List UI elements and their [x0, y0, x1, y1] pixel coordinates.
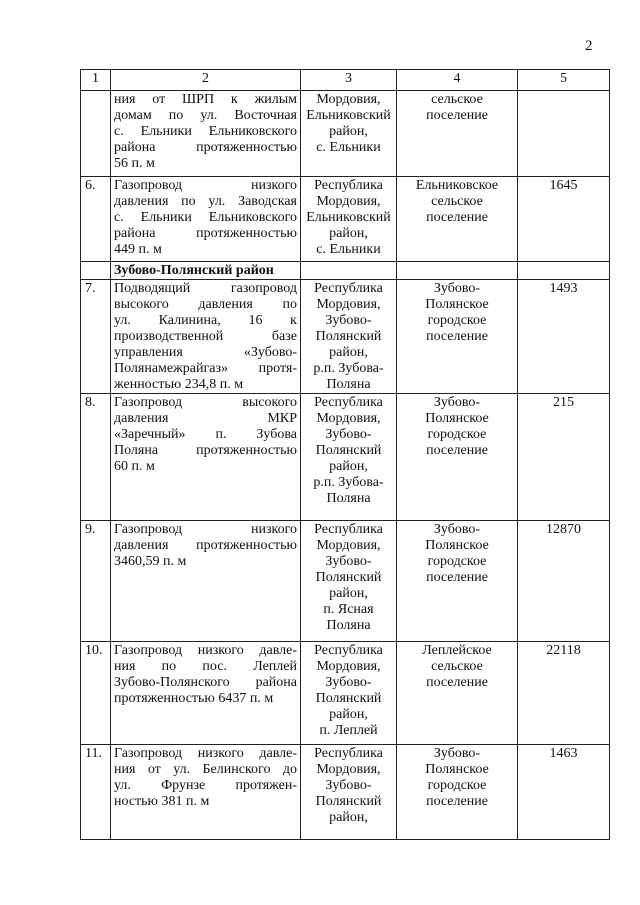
- settlement-line: Ельниковское: [415, 178, 499, 193]
- row-number: [81, 91, 111, 177]
- object-location-line: Зубово-: [325, 313, 372, 328]
- object-description-line: протяженностью 6437 п. м: [114, 691, 274, 706]
- row-number: 7.: [81, 280, 111, 394]
- table-header-row: [81, 70, 610, 91]
- column-header-4: 4: [397, 70, 518, 91]
- object-description: [111, 91, 301, 177]
- settlement-line: Зубово-: [433, 395, 481, 410]
- object-location: [301, 91, 397, 177]
- settlement-line: Леплейское: [422, 643, 492, 658]
- object-location-line: Мордовия,: [316, 194, 381, 209]
- object-location-line: район,: [329, 707, 368, 722]
- column-header-3: 3: [301, 70, 397, 91]
- object-description-line: домам по ул. Восточная: [114, 108, 297, 123]
- row-number: 8.: [81, 394, 111, 521]
- object-description-line: производственной базе: [114, 329, 297, 344]
- object-description: [111, 642, 301, 745]
- object-location-line: с. Ельники: [316, 140, 381, 155]
- object-description-line: высокого давления по: [114, 297, 297, 312]
- settlement-line: сельское: [431, 659, 483, 674]
- object-location-line: район,: [329, 345, 368, 360]
- row-number: 6.: [81, 177, 111, 262]
- object-location-line: Зубово-: [325, 554, 372, 569]
- object-description: [111, 745, 301, 840]
- object-location: [301, 394, 397, 521]
- table-row: [81, 642, 610, 745]
- object-description-line: Газопровод низкого давле-: [114, 643, 297, 658]
- object-description-line: Газопровод низкого давле-: [114, 746, 297, 761]
- district-heading: Зубово-Полянский район: [111, 262, 301, 280]
- object-description-line: 56 п. м: [114, 156, 155, 171]
- column-header-2: 2: [111, 70, 301, 91]
- object-location: [301, 745, 397, 840]
- empty-cell: [81, 262, 111, 280]
- object-location-line: Полянский: [315, 570, 382, 585]
- page-number: 2: [585, 38, 593, 54]
- settlement-line: городское: [427, 554, 487, 569]
- object-description-line: управления «Зубово-: [114, 345, 297, 360]
- object-location-line: Ельниковский: [306, 108, 391, 123]
- table-row: [81, 521, 610, 642]
- row-number: 11.: [81, 745, 111, 840]
- value-cell: 1645: [518, 177, 610, 262]
- object-location-line: Зубово-: [325, 427, 372, 442]
- object-description-line: с. Ельники Ельниковского: [114, 124, 297, 139]
- object-location-line: Зубово-: [325, 675, 372, 690]
- object-location-line: р.п. Зубова-: [313, 475, 384, 490]
- object-location-line: Мордовия,: [316, 659, 381, 674]
- settlement-line: городское: [427, 778, 487, 793]
- object-location: [301, 521, 397, 642]
- object-description-line: Поляна протяженностью: [114, 443, 297, 458]
- row-number: 9.: [81, 521, 111, 642]
- settlement: [397, 642, 518, 745]
- object-description-line: давления МКР: [114, 411, 297, 426]
- object-location: [301, 642, 397, 745]
- object-location-line: район,: [329, 810, 368, 825]
- object-location-line: Ельниковский: [306, 210, 391, 225]
- settlement-line: Полянское: [425, 538, 489, 553]
- object-location-line: Республика: [314, 281, 383, 296]
- column-header-1: 1: [81, 70, 111, 91]
- settlement: [397, 280, 518, 394]
- table-row: [81, 91, 610, 177]
- object-location-line: Мордовия,: [316, 411, 381, 426]
- settlement-line: поселение: [426, 443, 488, 458]
- table-row: [81, 394, 610, 521]
- object-location-line: п. Ясная: [323, 602, 374, 617]
- object-description-line: района протяженностью: [114, 226, 297, 241]
- settlement-line: Полянское: [425, 297, 489, 312]
- object-location-line: Полянский: [315, 443, 382, 458]
- object-description-line: ния по пос. Леплей: [114, 659, 297, 674]
- object-location-line: Поляна: [326, 618, 371, 633]
- object-description-line: ул. Калинина, 16 к: [114, 313, 297, 328]
- object-location-line: Поляна: [326, 377, 371, 392]
- object-location-line: Зубово-: [325, 778, 372, 793]
- object-description-line: 60 п. м: [114, 459, 155, 474]
- object-description-line: 3460,59 п. м: [114, 554, 187, 569]
- settlement-line: Зубово-: [433, 281, 481, 296]
- object-location: [301, 177, 397, 262]
- object-location-line: район,: [329, 459, 368, 474]
- object-location-line: Полянский: [315, 691, 382, 706]
- object-description: [111, 177, 301, 262]
- settlement-line: Зубово-: [433, 746, 481, 761]
- object-location-line: Республика: [314, 643, 383, 658]
- object-location: [301, 280, 397, 394]
- settlement: [397, 91, 518, 177]
- object-description-line: Газопровод низкого: [114, 522, 297, 537]
- object-description-line: Газопровод высокого: [114, 395, 297, 410]
- object-location-line: Мордовия,: [316, 297, 381, 312]
- object-location-line: Полянский: [315, 794, 382, 809]
- column-header-5: 5: [518, 70, 610, 91]
- object-description-line: «Заречный» п. Зубова: [114, 427, 297, 442]
- settlement-line: поселение: [426, 108, 488, 123]
- settlement-line: сельское: [431, 194, 483, 209]
- object-location-line: Мордовия,: [316, 538, 381, 553]
- object-description-line: с. Ельники Ельниковского: [114, 210, 297, 225]
- object-description-line: ния от ул. Белинского до: [114, 762, 297, 777]
- settlement: [397, 745, 518, 840]
- object-location-line: с. Ельники: [316, 242, 381, 257]
- object-description-line: давления по ул. Заводская: [114, 194, 297, 209]
- settlement-line: Полянское: [425, 411, 489, 426]
- object-location-line: Полянский: [315, 329, 382, 344]
- object-location-line: Поляна: [326, 491, 371, 506]
- settlement: [397, 394, 518, 521]
- settlement: [397, 177, 518, 262]
- object-description-line: района протяженностью: [114, 140, 297, 155]
- object-description-line: ния от ШРП к жилым: [114, 92, 297, 107]
- object-description-line: Газопровод низкого: [114, 178, 297, 193]
- object-description-line: Зубово-Полянского района: [114, 675, 297, 690]
- object-description-line: ул. Фрунзе протяжен-: [114, 778, 297, 793]
- object-location-line: район,: [329, 226, 368, 241]
- settlement: [397, 521, 518, 642]
- settlement-line: поселение: [426, 210, 488, 225]
- empty-cell: [397, 262, 518, 280]
- value-cell: 1493: [518, 280, 610, 394]
- value-cell: 215: [518, 394, 610, 521]
- object-location-line: п. Леплей: [319, 723, 378, 738]
- object-description-line: Полянамежрайгаз» протя-: [114, 361, 297, 376]
- value-cell: [518, 91, 610, 177]
- settlement-line: поселение: [426, 329, 488, 344]
- object-location-line: Мордовия,: [316, 762, 381, 777]
- object-location-line: р.п. Зубова-: [313, 361, 384, 376]
- settlement-line: поселение: [426, 794, 488, 809]
- value-cell: 12870: [518, 521, 610, 642]
- settlement-line: городское: [427, 313, 487, 328]
- empty-cell: [518, 262, 610, 280]
- gas-pipeline-table: [80, 69, 610, 840]
- row-number: 10.: [81, 642, 111, 745]
- object-description-line: давления протяженностью: [114, 538, 297, 553]
- object-description: [111, 521, 301, 642]
- table-row: [81, 177, 610, 262]
- settlement-line: сельское: [431, 92, 483, 107]
- table-row: [81, 280, 610, 394]
- object-location-line: Мордовия,: [316, 92, 381, 107]
- value-cell: 1463: [518, 745, 610, 840]
- object-description-line: женностью 234,8 п. м: [114, 377, 244, 392]
- object-location-line: район,: [329, 124, 368, 139]
- settlement-line: Зубово-: [433, 522, 481, 537]
- object-location-line: Республика: [314, 395, 383, 410]
- settlement-line: городское: [427, 427, 487, 442]
- object-location-line: Республика: [314, 746, 383, 761]
- object-description-line: ностью 381 п. м: [114, 794, 210, 809]
- object-location-line: район,: [329, 586, 368, 601]
- object-description-line: 449 п. м: [114, 242, 162, 257]
- district-heading-row: [81, 262, 610, 280]
- object-location-line: Республика: [314, 178, 383, 193]
- object-location-line: Республика: [314, 522, 383, 537]
- table-row: [81, 745, 610, 840]
- object-description-line: Подводящий газопровод: [114, 281, 297, 296]
- empty-cell: [301, 262, 397, 280]
- settlement-line: поселение: [426, 675, 488, 690]
- settlement-line: поселение: [426, 570, 488, 585]
- value-cell: 22118: [518, 642, 610, 745]
- object-description: [111, 394, 301, 521]
- object-description: [111, 280, 301, 394]
- settlement-line: Полянское: [425, 762, 489, 777]
